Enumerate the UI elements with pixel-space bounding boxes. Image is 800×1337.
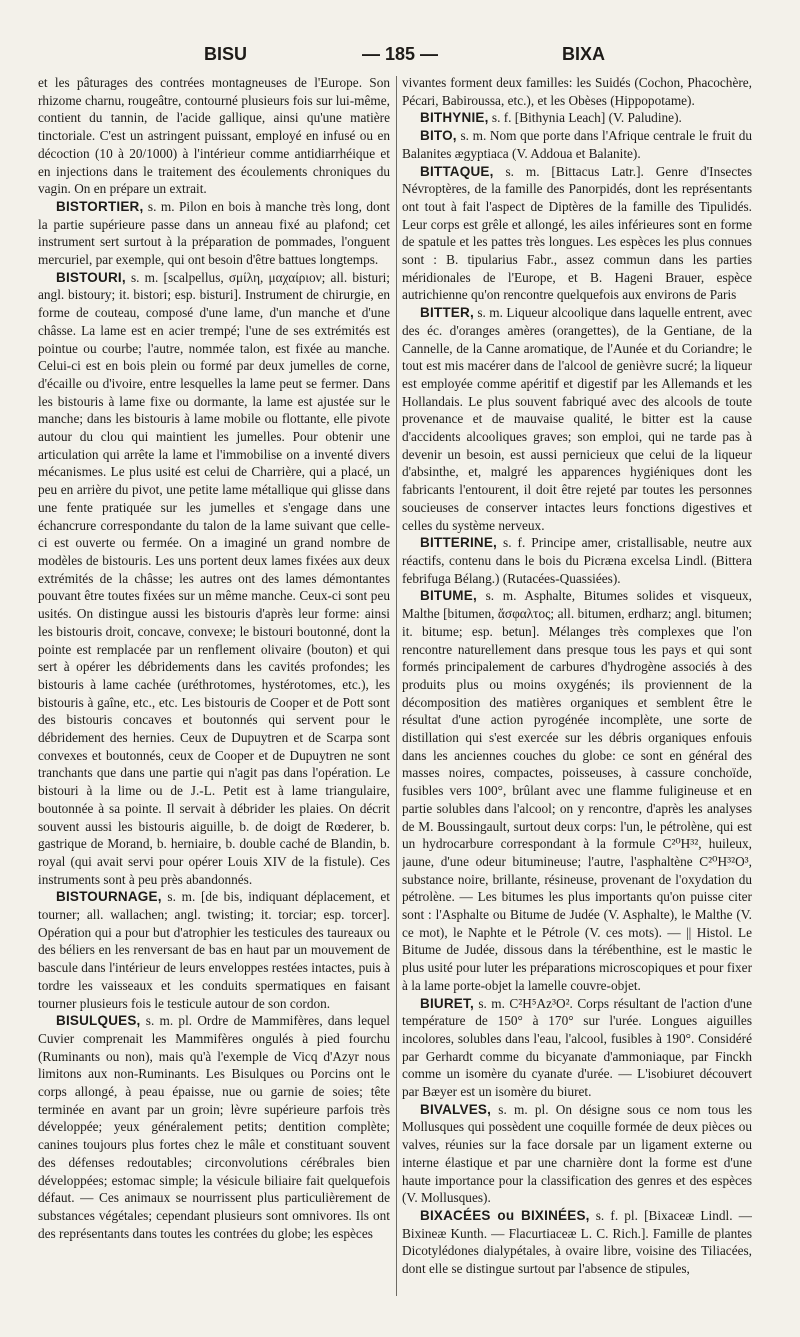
dictionary-entry — [402, 109, 752, 127]
page-number: — 185 — — [361, 44, 439, 64]
dictionary-entry — [38, 1012, 390, 1242]
entry-text: s. m. pl. Ordre de Mammifères, dans lequel Cuvier comprenait les Mammifères ongulés à pied fourchu (Ruminants ou non), mais qu'à l'exemple de Vicq d'Azyr nous limitons aux non-Ruminants. Les Bisulques ou Porcins ont le corps allongé, à peau épaisse, nue ou garnie de soies; tête terminée en avant par un groin; lèvre supérieure parfois très développée; yeux généralement petits; dentition complète; canines toujours plus fortes chez le mâle et constituant souvent des défenses redoutables; circonvolutions cérébrales bien développées; estomac simple; la vésicule biliaire fait quelquefois défaut. — Ces animaux se nourrissent plus particulièrement de substances végétales; cependant plusieurs sont omnivores. Ils ont des représentants dans toutes les contrées du globe; les espèces — [38, 1013, 390, 1241]
dictionary-entry — [402, 163, 752, 305]
entry-text: s. m. [Bittacus Latr.]. Genre d'Insectes Névroptères, de la famille des Panorpidés, dont les représentants ont tout à fait l'aspect de Diptères de la famille des Tipulidés. Leur corps est grêle et allongé, les ailes inférieures sont en forme de spatule et les pattes très longues. Les espèces les plus connues sont : B. tipularius Fabr., assez commun dans les parties méridionales de l'Europe, et B. Hageni Brauer, espèce autrichienne qu'on rencontre quelquefois aux environs de Paris — [402, 163, 752, 303]
right-column — [402, 74, 752, 1312]
dictionary-entry — [402, 995, 752, 1101]
entry-text: s. f. [Bithynia Leach] (V. Paludine). — [491, 110, 682, 126]
left-column — [38, 74, 390, 1312]
entry-text: vivantes forment deux familles: les Suidés (Cochon, Phacochère, Pécari, Babiroussa, etc.), et les Obèses (Hippopotame). — [402, 75, 752, 108]
header-left-word: BISU — [204, 44, 248, 64]
entry-headword: BIVALVES, — [420, 1101, 492, 1117]
entry-headword: BISTORTIER, — [56, 198, 144, 214]
entry-headword: BITUME, — [420, 588, 477, 604]
entry-text: s. m. Liqueur alcoolique dans laquelle entrent, avec des éc. d'oranges amères (orangettes), de la Gentiane, de la Cannelle, de la Canne aromatique, de l'Aunée et du Coriandre; le tout est mis macérer dans de l'alcool de genièvre sucré; la liqueur est employée comme apéritif et digestif par les Allemands et les Hollandais. Le plus souvent fabriqué avec des alcools de toute provenance et de mauvaise qualité, le bitter est la cause d'accidents alcooliques graves; son emploi, qui ne tarde pas à devenir un besoin, est aussi pernicieux que celui de la liqueur d'absinthe, et, malgré les apparences hygiéniques dont les fabricants l'entourent, il doit être rejeté par toutes les personnes soucieuses de conserver intactes leurs fonctions digestives et celles du système nerveux. — [402, 305, 752, 533]
dictionary-entry — [402, 587, 752, 994]
page-header — [0, 44, 800, 74]
dictionary-entry — [402, 127, 752, 162]
header-right-word: BIXA — [562, 44, 606, 64]
entry-text: et les pâturages des contrées montagneuses de l'Europe. Son rhizome charnu, rougeâtre, contourné plusieurs fois sur lui-même, contient du tannin, de l'acide gallique, ainsi qu'une matière tinctoriale. C'est un astringent puissant, employé en infusé ou en décoction (10 à 20/1000) à l'intérieur comme antidiarrhéique et en injections dans le traitement des écoulements chroniques du vagin. On en prépare un extrait. — [38, 75, 390, 197]
entry-headword: BITTER, — [420, 305, 474, 321]
entry-headword: BITTAQUE, — [420, 163, 494, 179]
entry-text: s. f. pl. [Bixaceæ Lindl. — Bixineæ Kunth. — Flacurtiaceæ L. C. Rich.]. Famille de plantes Dicotylédones dialypétales, à ovaire libre, voisine des Tiliacées, dont elle se distingue surtout par l'absence de stipules, — [402, 1208, 752, 1277]
entry-text: s. m. [scalpellus, σμίλη, μαχαίριον; all. bisturi; angl. bistoury; it. bistori; esp. bisturi]. Instrument de chirurgie, en forme de couteau, composé d'une lame, d'un manche et d'une châsse. La lame est en acier trempé; l'une de ses extrémités est pointue ou courbe; l'autre, nommée talon, est fixée au manche. Celui-ci est en bois plein ou formé par deux jumelles de corne, d'écaille ou d'ivoire, entre lesquelles la lame peut se fermer. Dans les bistouris à lame fixe ou dormante, la lame est ajustée sur le manche; dans les bistouris à lame mobile ou flottante, elle pivote autour du clou qui maintient les jumelles. Pour obtenir une articulation qui arrête la lame et l'immobilise on a inventé divers mécanismes. Le plus usité est celui de Charrière, qui a placé, un peu en arrière du pivot, une petite lame métallique qui glisse dans une fente pratiquée sur les jumelles et s'engage dans une échancrure correspondante du talon de la lame suivant que celle-ci est ouverte ou fermée. On a imaginé un grand nombre de modèles de bistouris. Les uns portent deux lames fixées aux deux extrémités de la châsse; les autres ont des lames démontantes pouvant être toutes fixées sur un même manche. Ceux-ci sont peu usités. On distingue aussi les bistouris d'après leur forme: ainsi les bistouris droit, concave, convexe; le bistouri boutonné, dont la pointe est remplacée par un renflement olivaire (bouton) et qui sert à opérer les débridements dans les cavités profondes; les bistouris à lame cachée (uréthrotomes, hystérotomes, etc.), les bistouris à gaîne, etc., etc. Les bistouris de Cooper et de Pott sont des bistouris concaves et boutonnés qui servent pour le débridement des hernies. Ceux de Dupuytren et de Scarpa sont convexes et boutonnés, ceux de Cooper et de Dupuytren ne sont tranchants que dans une partie qui n'agit pas dans l'opération. Le bistouri à la lime ou de J.-L. Petit est à lame triangulaire, boutonnée à sa pointe. Il servait à débrider les plaies. On décrit souvent aussi les bistouris aiguille, b. de doigt de Rœderer, b. gastrique de Morand, b. herniaire, b. double caché de Blandin, b. royal (qui avait servi pour opérer Louis XIV de la fistule). Ces instruments sont à peu près abandonnés. — [38, 269, 390, 887]
dictionary-entry — [38, 888, 390, 1012]
entry-text: s. f. Principe amer, cristallisable, neutre aux réactifs, contenu dans le bois du Picræna excelsa Lindl. (Bittera febrifuga Bélang.) (Rutacées-Quassiées). — [402, 535, 752, 586]
entry-headword: BIURET, — [420, 995, 474, 1011]
dictionary-entry — [402, 534, 752, 587]
dictionary-entry — [38, 198, 390, 269]
entry-headword: BITO, — [420, 128, 457, 144]
entry-headword: BIXACÉES ou BIXINÉES, — [420, 1208, 590, 1223]
dictionary-entry — [402, 74, 752, 109]
dictionary-entry — [402, 1101, 752, 1207]
dictionary-entry — [38, 74, 390, 198]
entry-headword: BITTERINE, — [420, 535, 498, 551]
entry-text: s. m. Nom que porte dans l'Afrique centrale le fruit du Balanites ægyptiaca (V. Addoua et Balanite). — [402, 128, 752, 161]
entry-text: s. m. pl. On désigne sous ce nom tous les Mollusques qui possèdent une coquille formée de deux pièces ou valves, réunies sur la face dorsale par un ligament externe ou interne élastique et par une charnière dont la forme est d'une haute importance pour la classification des genres et des espèces (V. Mollusques). — [402, 1101, 752, 1206]
dictionary-entry — [38, 269, 390, 889]
entry-headword: BITHYNIE, — [420, 110, 489, 126]
dictionary-entry — [402, 304, 752, 534]
entry-text: s. m. Pilon en bois à manche très long, dont la partie supérieure passe dans un anneau fixé au plafond; cet instrument sert surtout à la préparation de pommades, l'onguent mercuriel, par exemple, qui ont besoin d'être battues longtemps. — [38, 198, 390, 268]
entry-headword: BISTOURI, — [56, 269, 126, 285]
entry-text: s. m. Asphalte, Bitumes solides et visqueux, Malthe [bitumen, ἄσφαλτος; all. bitumen, erdharz; angl. bitumen; it. bitume; esp. betun]. Mélanges très complexes que l'on rencontre naturellement dans presque tous les pays et qui sont formés principalement de carbures d'hydrogène associés à des produits plus ou moins oxygénés; ils proviennent de la décomposition des matières organiques et semblent être le résultat d'une action pyrogénée incomplète, une sorte de distillation qui s'est exercée sur les débris organiques enfouis dans les anciennes couches du globe: ce sont en général des masses noires, compactes, poisseuses, à cassure conchoïde, fusibles vers 100°, brûlant avec une flamme fuligineuse et en partie solubles dans l'alcool; on y rencontre, d'après les analyses de M. Boussingault, surtout deux corps: l'un, le pétrolène, qui est un hydrocarbure correspondant à la formule C²⁰H³², huileux, jaune, d'une odeur bitumineuse; l'autre, l'asphaltène C²⁰H³²O³, substance noire, brillante, résineuse, provenant de l'oxydation du pétrolène. — Les bitumes les plus importants qu'on puisse citer sont : l'Asphalte ou Bitume de Judée (V. Asphalte), le Malthe (V. ce mot), le Naphte et le Pétrole (V. ces mots). — || Histol. Le Bitume de Judée, dissous dans la térébenthine, est le mastic le plus usité pour luter les préparations microscopiques et pour fixer à la lame porte-objet la lamelle couvre-objet. — [402, 588, 752, 993]
entry-text: s. m. [de bis, indiquant déplacement, et tourner; all. wallachen; angl. twisting; it. torciar; esp. torcer]. Opération qui a pour but d'atrophier les testicules des taureaux ou des béliers en les renversant de bas en haut par un mouvement de bascule dans l'intérieur de leurs enveloppes restées intactes, puis à tordre les vaisseaux et les conduits spermatiques en faisant tourner plusieurs fois le testicule autour de son cordon. — [38, 889, 390, 1011]
column-divider — [396, 76, 397, 1296]
entry-headword: BISTOURNAGE, — [56, 889, 162, 905]
dictionary-entry — [402, 1207, 752, 1278]
entry-headword: BISULQUES, — [56, 1013, 141, 1029]
entry-text: s. m. C²H⁵Az³O². Corps résultant de l'action d'une température de 150° à 170° sur l'urée. Longues aiguilles incolores, solubles dans l'eau, l'alcool, fusibles à 190°. Considéré par Gerhardt comme du bicyanate d'ammoniaque, par Finckh comme un isomère du cyanate d'urée. — L'isobiuret découvert par Bæyer est un isomère du biuret. — [402, 995, 752, 1100]
